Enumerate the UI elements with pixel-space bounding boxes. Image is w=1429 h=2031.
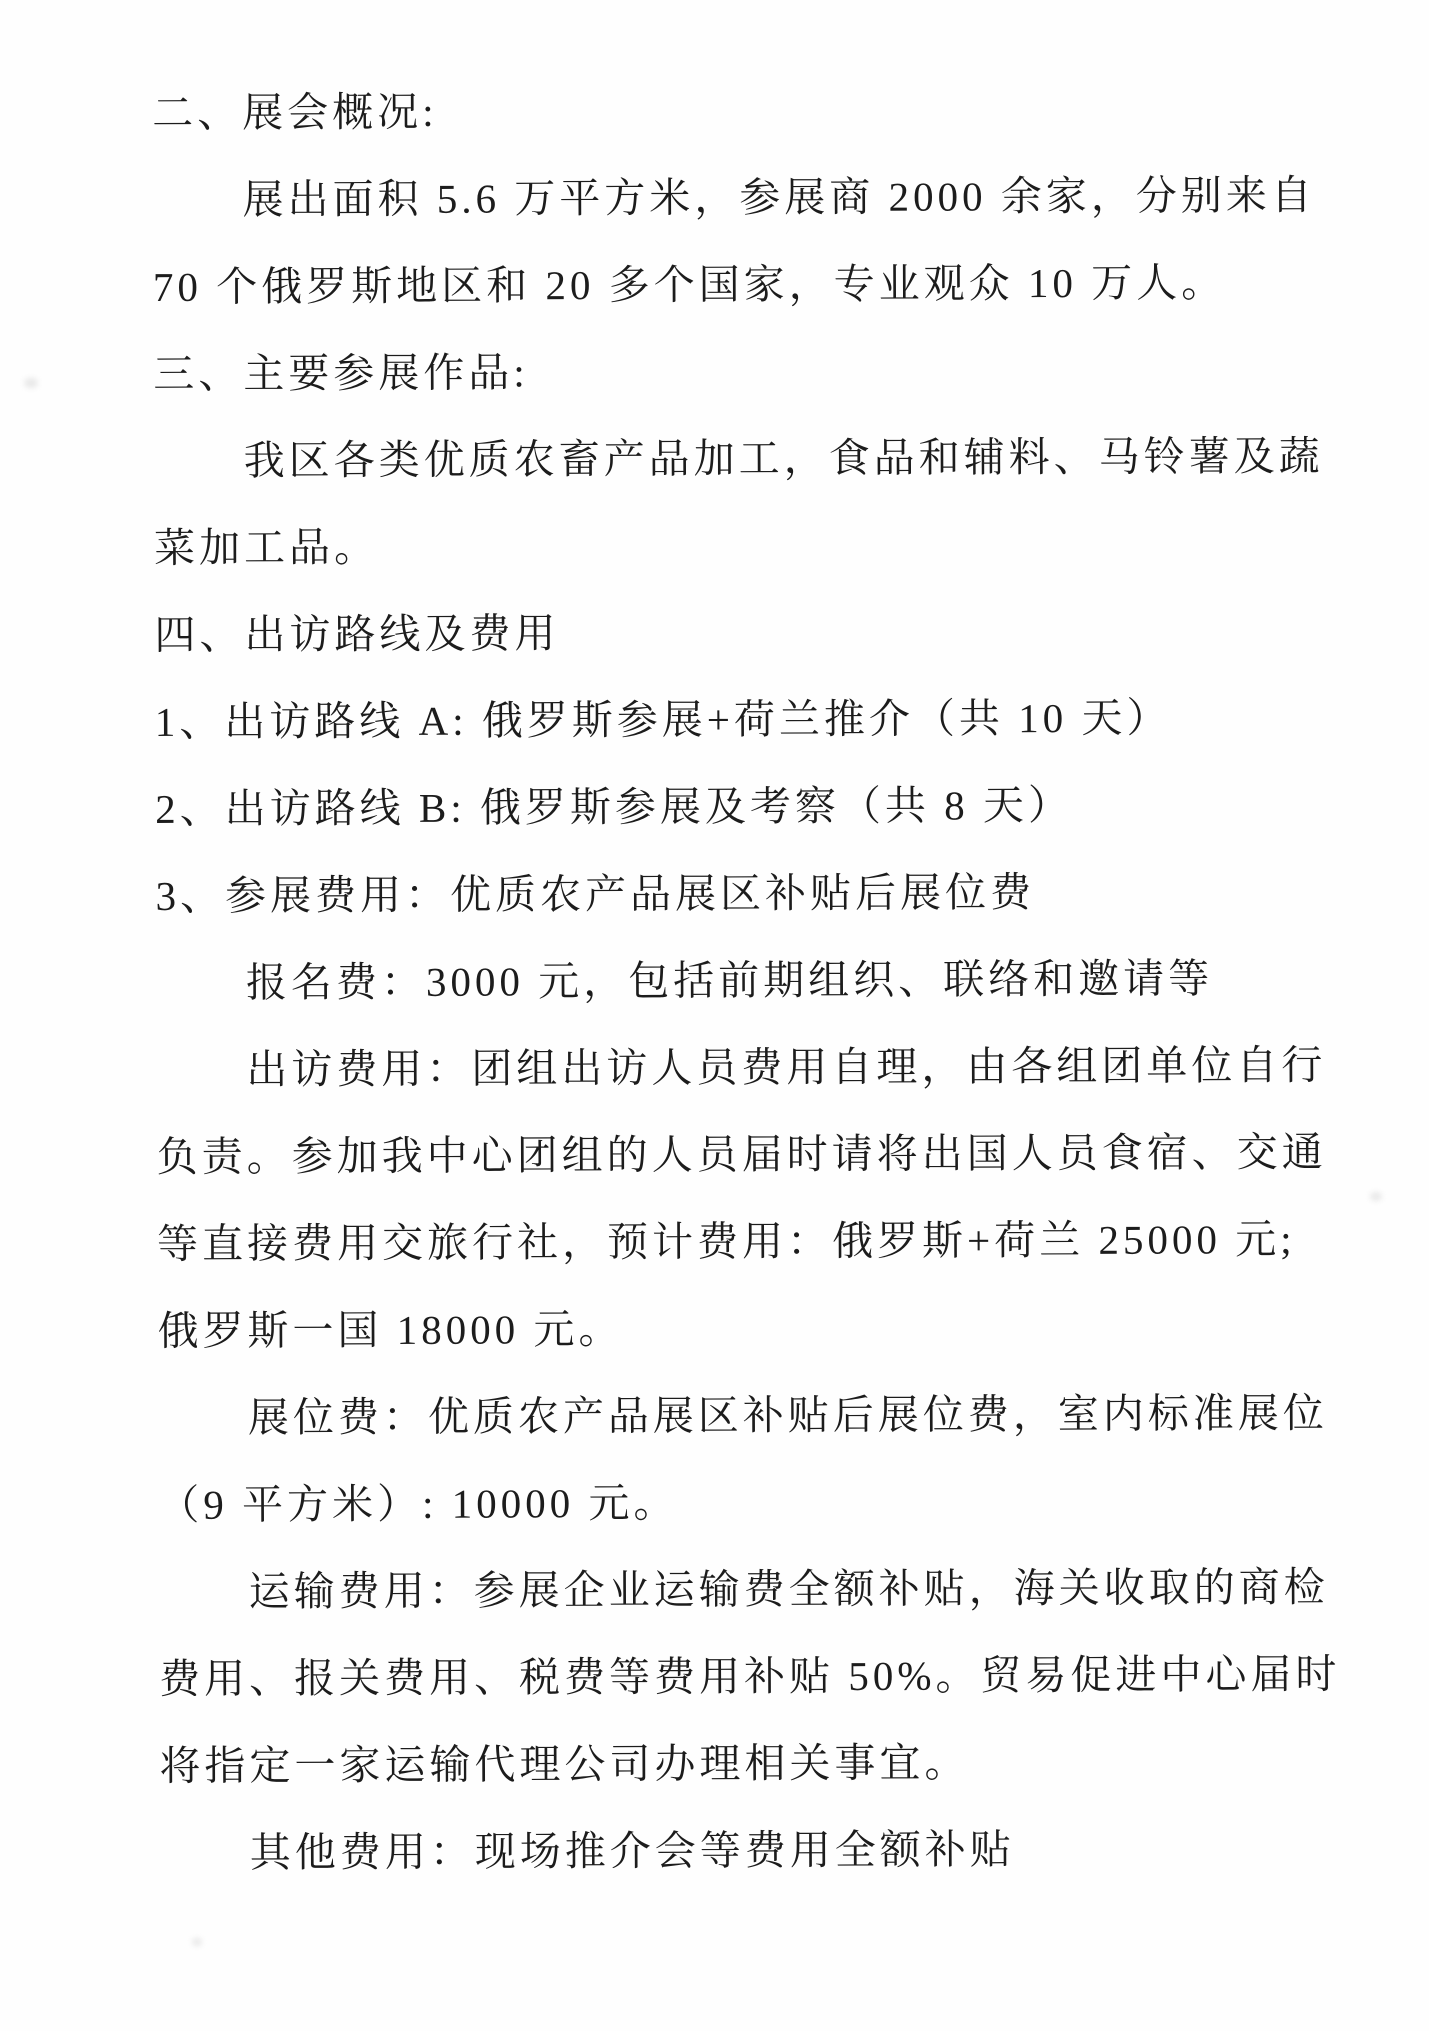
text-line: 报名费：3000 元，包括前期组织、联络和邀请等 — [245, 955, 1214, 1006]
text-line: 我区各类优质农畜产品加工，食品和辅料、马铃薯及蔬 — [243, 432, 1324, 484]
text-line: 等直接费用交旅行社，预计费用：俄罗斯+荷兰 25000 元; — [157, 1216, 1296, 1267]
text-line: （9 平方米）: 10000 元。 — [158, 1479, 679, 1528]
text-line: 四、出访路线及费用 — [154, 610, 560, 658]
text-line: 三、主要参展作品: — [153, 349, 529, 397]
text-line: 俄罗斯一国 18000 元。 — [157, 1305, 624, 1354]
text-line: 3、参展费用：优质农产品展区补贴后展位费 — [155, 869, 1036, 919]
scan-artifact — [1370, 1192, 1382, 1201]
text-line: 其他费用：现场推介会等费用全额补贴 — [249, 1826, 1015, 1876]
text-line: 费用、报关费用、税费等费用补贴 50%。贸易促进中心届时 — [158, 1650, 1341, 1702]
text-line: 1、出访路线 A: 俄罗斯参展+荷兰推介（共 10 天） — [154, 694, 1172, 745]
text-line: 展位费：优质农产品展区补贴后展位费，室内标准展位 — [247, 1389, 1328, 1441]
scan-artifact — [192, 1938, 202, 1946]
document-body — [152, 65, 1341, 1897]
scan-artifact — [24, 378, 38, 388]
text-line: 负责。参加我中心团组的人员届时请将出国人员食宿、交通 — [156, 1128, 1327, 1180]
text-line: 将指定一家运输代理公司办理相关事宜。 — [159, 1739, 970, 1789]
text-line: 2、出访路线 B: 俄罗斯参展及考察（共 8 天） — [155, 781, 1074, 832]
text-line: 展出面积 5.6 万平方米，参展商 2000 余家，分别来自 — [242, 171, 1316, 223]
text-line: 70 个俄罗斯地区和 20 多个国家，专业观众 10 万人。 — [152, 259, 1227, 310]
text-line: 运输费用：参展企业运输费全额补贴，海关收取的商检 — [248, 1563, 1329, 1615]
text-line: 二、展会概况: — [152, 88, 438, 136]
text-line: 菜加工品。 — [153, 524, 380, 571]
text-line: 出访费用：团组出访人员费用自理，由各组团单位自行 — [246, 1041, 1327, 1093]
